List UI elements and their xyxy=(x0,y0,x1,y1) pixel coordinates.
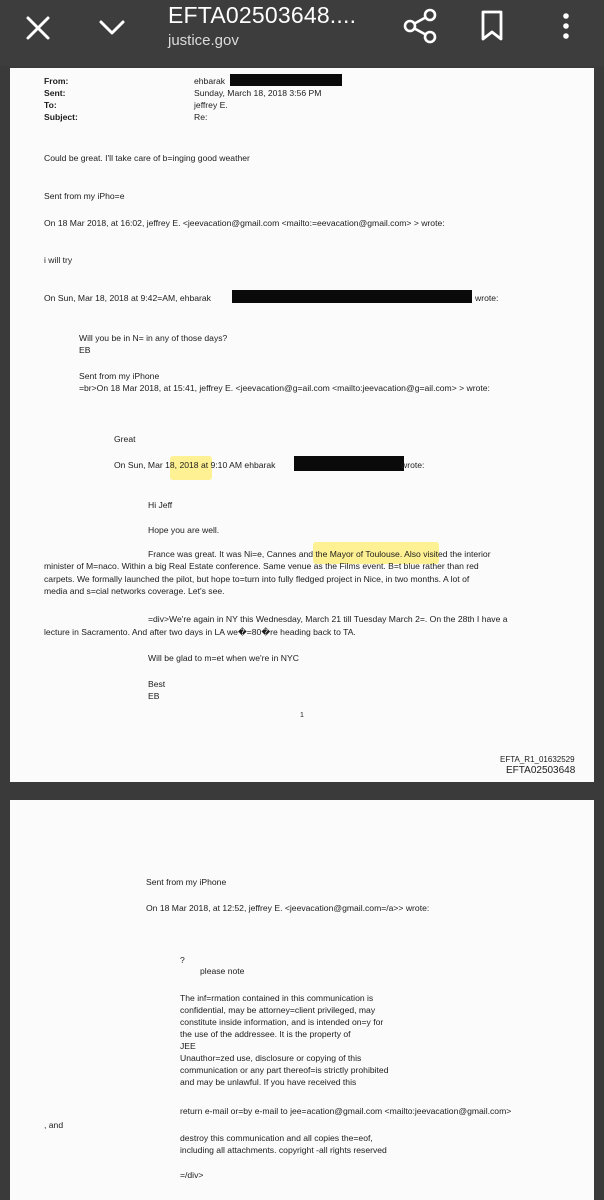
body-line: including all attachments. copyright -all rights reserved xyxy=(180,1145,387,1155)
share-icon[interactable] xyxy=(400,6,440,46)
body-line: and may be unlawful. If you have received this xyxy=(180,1077,357,1087)
bates-number: EFTA_R1_01632529 xyxy=(500,755,575,764)
body-line: Hi Jeff xyxy=(148,500,173,510)
document-page-1 xyxy=(10,68,594,782)
body-line: wrote: xyxy=(401,460,425,470)
app-bar xyxy=(0,0,604,66)
body-line: carpets. We formally launched the pilot, but hope to=turn into fully fledged project in Nice, in two months. A lot of xyxy=(44,574,470,584)
body-line: i will try xyxy=(44,255,73,265)
body-line: France was great. It was Ni=e, Cannes and the Mayor of Toulouse. Also visited the interior xyxy=(148,549,491,559)
body-line: Sent from my iPhone xyxy=(79,371,160,381)
body-line: Will you be in N= in any of those days? xyxy=(79,333,228,343)
subject-label: Subject: xyxy=(44,112,78,122)
body-line: JEE xyxy=(180,1041,196,1051)
body-line: Sent from my iPho=e xyxy=(44,191,125,201)
document-title: EFTA02503648.... xyxy=(168,2,357,28)
page-number: 1 xyxy=(300,712,304,719)
redaction-block xyxy=(230,74,342,86)
document-page-2 xyxy=(10,800,594,1200)
bates-number: EFTA02503648 xyxy=(506,765,576,776)
body-line: On Sun, Mar 18, 2018 at 9:10 AM ehbarak xyxy=(114,460,276,470)
subject-value: Re: xyxy=(194,112,208,122)
redaction-block xyxy=(232,290,472,303)
body-line: On 18 Mar 2018, at 16:02, jeffrey E. <jeevacation@gmail.com <mailto:=eevacation@gmail.com> > wrote: xyxy=(44,218,445,228)
body-line: destroy this communication and all copies the=eof, xyxy=(180,1133,373,1143)
body-line: wrote: xyxy=(475,293,499,303)
body-line: Great xyxy=(114,434,136,444)
body-line: On Sun, Mar 18, 2018 at 9:42=AM, ehbarak xyxy=(44,293,211,303)
close-icon[interactable] xyxy=(20,10,56,46)
body-line: communication or any part thereof=is strictly prohibited xyxy=(180,1065,389,1075)
body-line: the use of the addressee. It is the property of xyxy=(180,1029,351,1039)
chevron-down-icon[interactable] xyxy=(94,10,130,46)
sent-value: Sunday, March 18, 2018 3:56 PM xyxy=(194,88,322,98)
body-line: Will be glad to m=et when we're in NYC xyxy=(148,653,299,663)
body-line: Hope you are well. xyxy=(148,525,220,535)
body-line: constitute inside information, and is intended on=y for xyxy=(180,1017,384,1027)
to-value: jeffrey E. xyxy=(194,100,228,110)
body-line: EB xyxy=(148,691,160,701)
body-line: Best xyxy=(148,679,166,689)
document-source: justice.gov xyxy=(168,32,239,49)
body-line: ? xyxy=(180,955,185,965)
body-line: On 18 Mar 2018, at 12:52, jeffrey E. <jeevacation@gmail.com=/a>> wrote: xyxy=(146,903,430,913)
bookmark-icon[interactable] xyxy=(476,8,508,44)
body-line: =br>On 18 Mar 2018, at 15:41, jeffrey E. <jeevacation@g=ail.com <mailto:jeevacation@g=ail.com> > wrote: xyxy=(79,383,490,393)
body-line: , and xyxy=(44,1120,64,1130)
body-line: confidential, may be attorney=client privileged, may xyxy=(180,1005,376,1015)
from-label: From: xyxy=(44,76,69,86)
body-line: minister of M=naco. Within a big Real Estate conference. Same venue as the Films event. B=t blue rather than red xyxy=(44,561,479,571)
body-line: lecture in Sacramento. And after two days in LA we�=80�re heading back to TA. xyxy=(44,627,356,637)
body-line: Could be great. I'll take care of b=inging good weather xyxy=(44,153,250,163)
body-line: return e-mail or=by e-mail to jee=acation@gmail.com <mailto:jeevacation@gmail.com> xyxy=(180,1106,512,1116)
more-vert-icon[interactable] xyxy=(556,8,576,44)
redaction-block xyxy=(294,456,404,471)
body-line: =div>We're again in NY this Wednesday, March 21 till Tuesday March 2=. On the 28th I have a xyxy=(148,614,508,624)
body-line: media and s=cial networks coverage. Let's see. xyxy=(44,586,225,596)
to-label: To: xyxy=(44,100,57,110)
body-line: EB xyxy=(79,345,91,355)
body-line: Unauthor=zed use, disclosure or copying of this xyxy=(180,1053,362,1063)
body-line: Sent from my iPhone xyxy=(146,877,227,887)
sent-label: Sent: xyxy=(44,88,66,98)
body-line: The inf=rmation contained in this communication is xyxy=(180,993,374,1003)
body-line: please note xyxy=(200,966,245,976)
from-value: ehbarak xyxy=(194,76,226,86)
body-line: =/div> xyxy=(180,1170,204,1180)
